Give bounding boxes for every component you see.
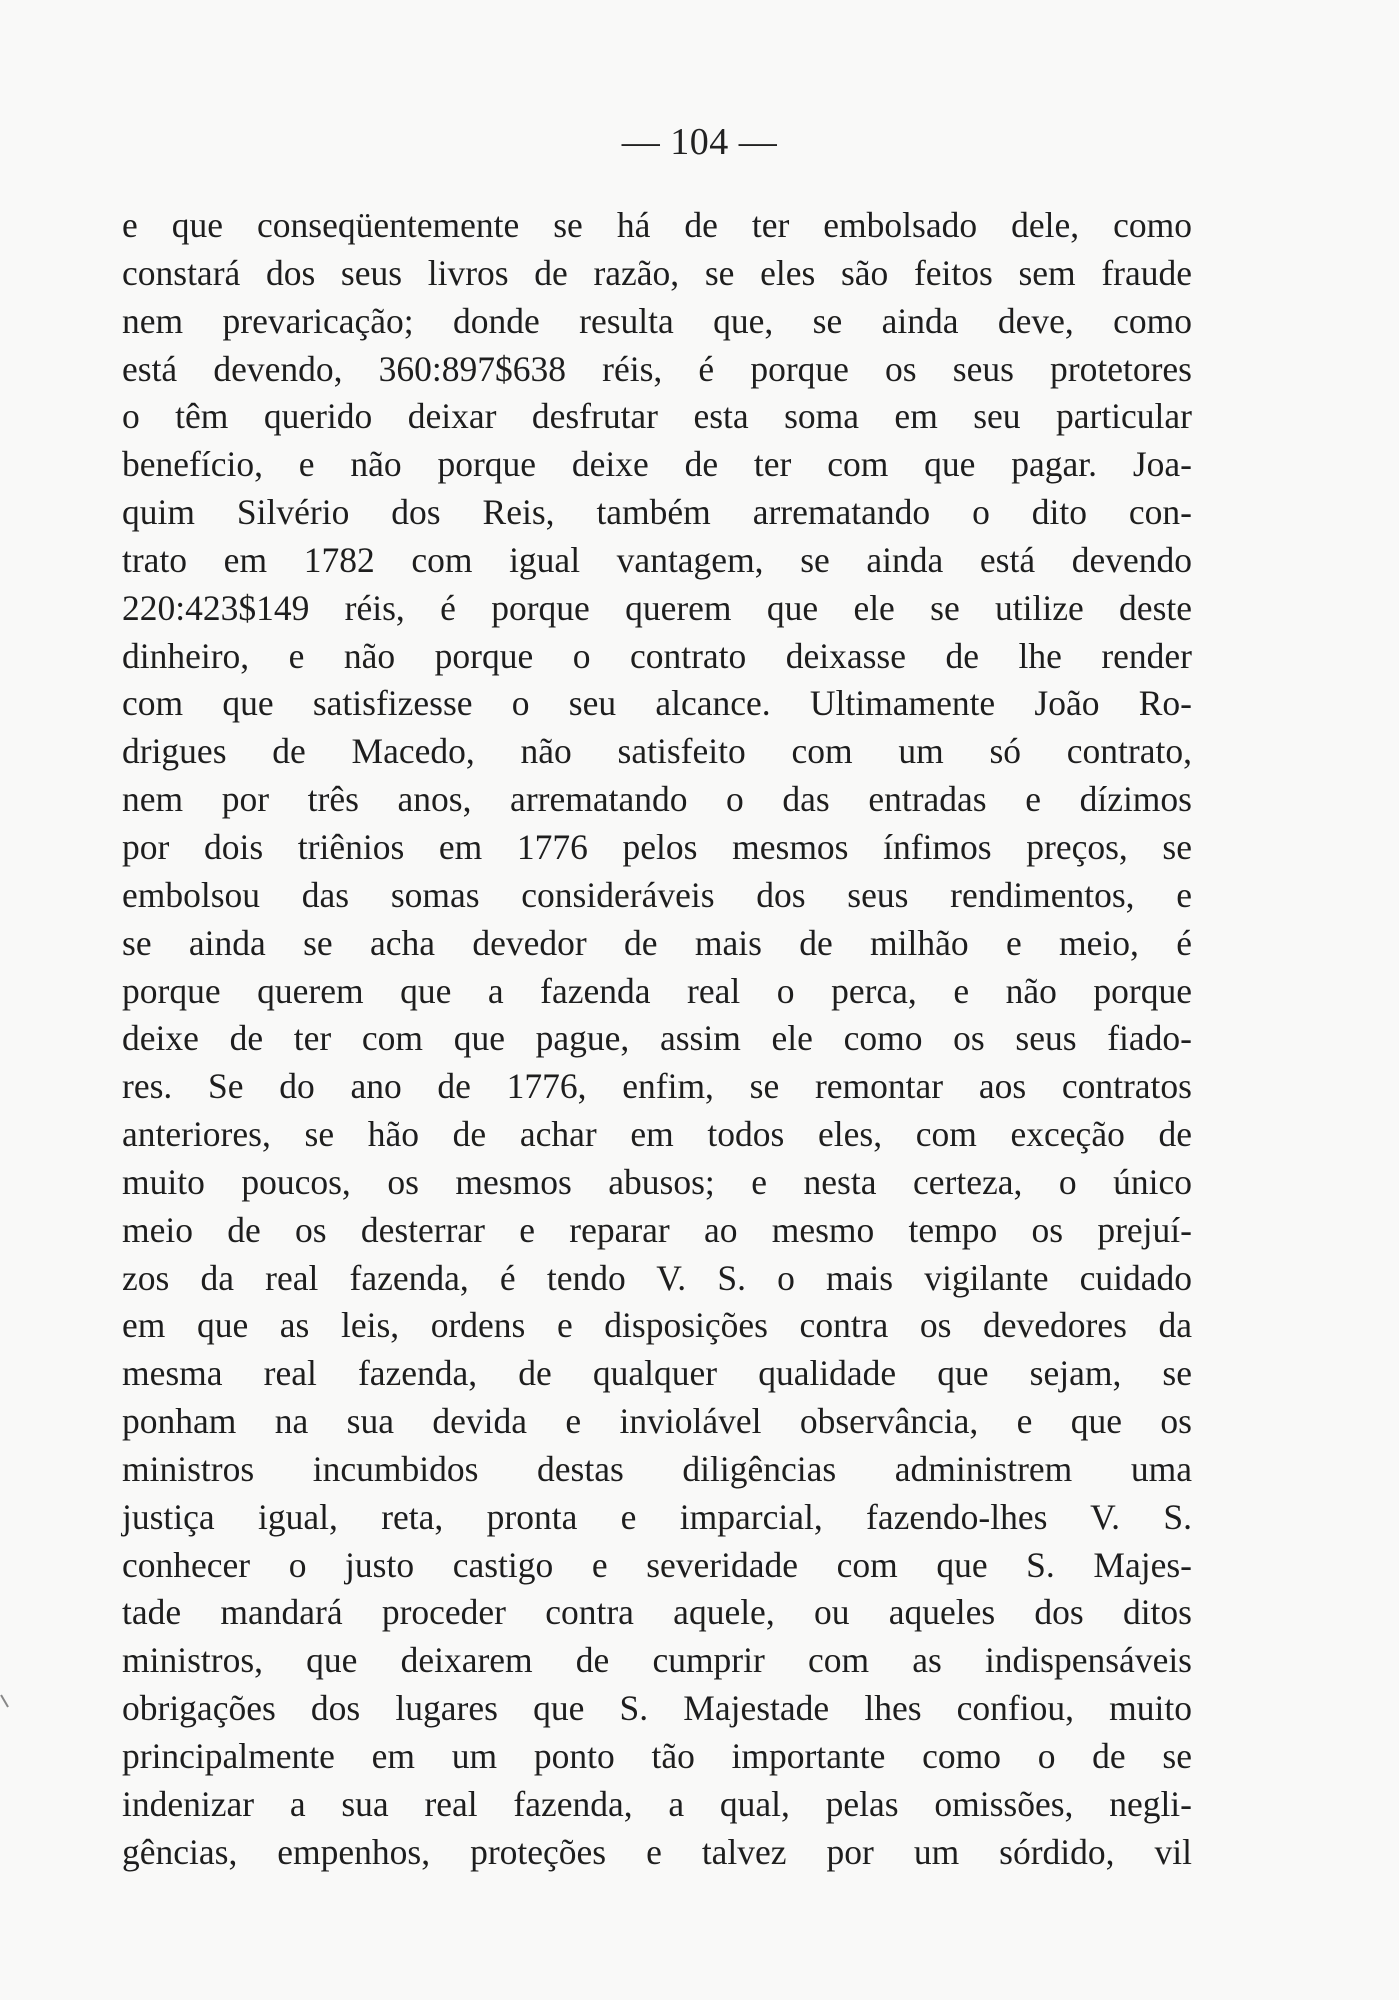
text-line: tade mandará proceder contra aquele, ou aqueles dos ditos [122,1592,1192,1633]
text-line: deixe de ter com que pague, assim ele como os seus fiado- [122,1018,1192,1059]
text-line: com que satisfizesse o seu alcance. Ultimamente João Ro- [122,683,1192,724]
text-line: anteriores, se hão de achar em todos eles, com exceção de [122,1114,1192,1155]
text-line: está devendo, 360:897$638 réis, é porque os seus protetores [122,348,1192,389]
text-line: obrigações dos lugares que S. Majestade lhes confiou, muito [122,1688,1192,1729]
text-line: principalmente em um ponto tão importante como o de se [122,1736,1192,1776]
text-line: se ainda se acha devedor de mais de milhão e meio, é [122,922,1192,963]
text-line: benefício, e não porque deixe de ter com que pagar. Joa- [122,444,1192,485]
text-line: meio de os desterrar e reparar ao mesmo tempo os prejuí- [122,1209,1192,1250]
text-line: gências, empenhos, proteções e talvez por um sórdido, vil [122,1831,1192,1872]
text-line: em que as leis, ordens e disposições contra os devedores da [122,1305,1192,1346]
text-line: quim Silvério dos Reis, também arrematando o dito con- [122,492,1192,533]
page-number: — 104 — [621,121,778,163]
text-line: zos da real fazenda, é tendo V. S. o mais vigilante cuidado [122,1257,1192,1298]
text-line: constará dos seus livros de razão, se eles são feitos sem fraude [122,252,1192,293]
text-line: nem por três anos, arrematando o das entradas e dízimos [122,779,1192,820]
text-line: drigues de Macedo, não satisfeito com um só contrato, [122,731,1192,772]
text-line: justiça igual, reta, pronta e imparcial, fazendo-lhes V. S. [122,1496,1192,1537]
text-line: ministros, que deixarem de cumprir com as indispensáveis [122,1640,1192,1681]
text-line: nem prevaricação; donde resulta que, se ainda deve, como [122,300,1192,341]
text-line: o têm querido deixar desfrutar esta soma em seu particular [122,396,1192,437]
text-line: conhecer o justo castigo e severidade com que S. Majes- [122,1544,1192,1585]
body-text [122,202,1192,1877]
text-line: por dois triênios em 1776 pelos mesmos ínfimos preços, se [122,826,1192,867]
text-line: dinheiro, e não porque o contrato deixasse de lhe render [122,635,1192,676]
text-line: ministros incumbidos destas diligências administrem uma [122,1448,1192,1489]
scan-edge-mark [0,1690,16,1707]
text-line: embolsou das somas consideráveis dos seus rendimentos, e [122,874,1192,915]
text-line: trato em 1782 com igual vantagem, se ainda está devendo [122,539,1192,580]
text-line: mesma real fazenda, de qualquer qualidade que sejam, se [122,1353,1192,1394]
text-line: e que conseqüentemente se há de ter embolsado dele, como [122,205,1192,245]
text-line: 220:423$149 réis, é porque querem que ele se utilize deste [122,587,1192,628]
text-line: muito poucos, os mesmos abusos; e nesta certeza, o único [122,1161,1192,1202]
text-line: ponham na sua devida e inviolável observância, e que os [122,1401,1192,1442]
text-line: res. Se do ano de 1776, enfim, se remontar aos contratos [122,1066,1192,1107]
text-line: indenizar a sua real fazenda, a qual, pelas omissões, negli- [122,1783,1192,1824]
text-line: porque querem que a fazenda real o perca, e não porque [122,970,1192,1011]
